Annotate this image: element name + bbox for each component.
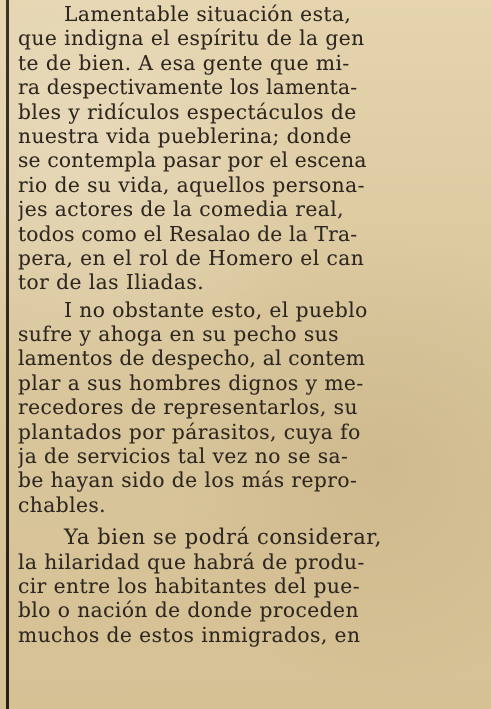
text-line: Ya bien se podrá considerar, xyxy=(64,525,382,550)
text-line: tor de las Iliadas. xyxy=(18,270,205,295)
text-line: nuestra vida pueblerina; donde xyxy=(18,123,352,148)
text-line: ja de servicios tal vez no se sa- xyxy=(18,444,349,469)
column-rule xyxy=(6,0,9,709)
text-line: chables. xyxy=(18,492,107,517)
text-line: jes actores de la comedia real, xyxy=(18,197,344,222)
text-line: pera, en el rol de Homero el can xyxy=(18,245,365,270)
text-line: rio de su vida, aquellos persona- xyxy=(18,172,365,197)
text-line: ra despectivamente los lamenta- xyxy=(18,75,358,100)
text-line: plantados por párasitos, cuya fo xyxy=(18,419,361,444)
text-line: bles y ridículos espectáculos de xyxy=(18,99,357,124)
text-line: plar a sus hombres dignos y me- xyxy=(18,370,364,395)
text-line: Lamentable situación esta, xyxy=(64,2,352,26)
paragraph-3 xyxy=(18,525,484,647)
text-line: cir entre los habitantes del pue- xyxy=(18,573,360,598)
text-line: la hilaridad que habrá de produ- xyxy=(18,549,365,574)
article-column xyxy=(18,2,484,647)
text-line: be hayan sido de los más repro- xyxy=(18,468,358,493)
text-line: recedores de representarlos, su xyxy=(18,395,358,420)
text-line: I no obstante esto, el pueblo xyxy=(64,297,368,322)
text-line: muchos de estos inmigrados, en xyxy=(18,622,361,647)
text-line: sufre y ahoga en su pecho sus xyxy=(18,322,339,347)
paragraph-2 xyxy=(18,298,484,518)
text-line: lamentos de despecho, al contem xyxy=(18,346,366,371)
text-line: que indigna el espíritu de la gen xyxy=(18,26,365,51)
text-line: te de bien. A esa gente que mi- xyxy=(18,50,350,75)
text-line: todos como el Resalao de la Tra- xyxy=(18,221,358,246)
text-line: se contempla pasar por el escena xyxy=(18,148,367,173)
text-line: blo o nación de donde proceden xyxy=(18,598,359,623)
paragraph-1 xyxy=(18,2,484,295)
